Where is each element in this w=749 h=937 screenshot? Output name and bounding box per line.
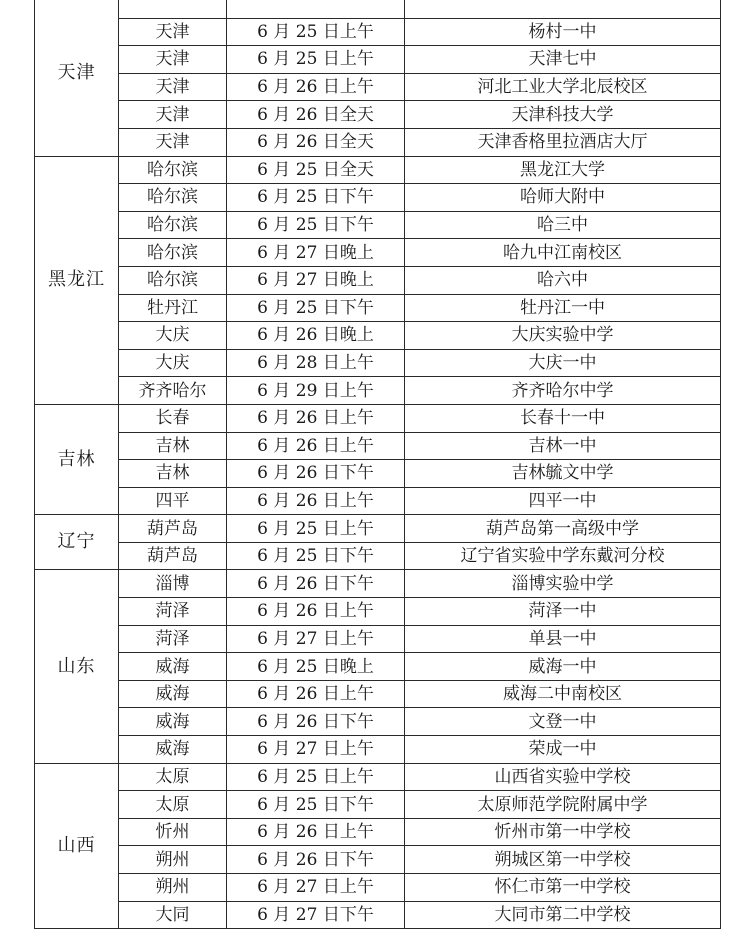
time-cell: 6 月 26 日上午 [227,404,405,432]
table-row [35,349,721,377]
table-row [35,432,721,460]
table-row [35,736,721,764]
schedule-table [34,0,721,929]
venue-cell: 威海二中南校区 [405,680,721,708]
table-row [35,515,721,543]
table-row [35,156,721,184]
city-cell: 太原 [119,763,227,791]
venue-cell: 哈师大附中 [405,184,721,212]
city-cell: 天津 [119,46,227,74]
venue-cell: 太原师范学院附属中学 [405,791,721,819]
city-cell: 天津 [119,101,227,129]
venue-cell [405,0,721,18]
table-row [35,846,721,874]
province-cell: 黑龙江 [35,156,119,404]
table-row [35,294,721,322]
table-row [35,570,721,598]
time-cell: 6 月 26 日下午 [227,708,405,736]
table-row [35,377,721,405]
city-cell: 朔州 [119,874,227,902]
time-cell: 6 月 25 日上午 [227,515,405,543]
city-cell: 大庆 [119,349,227,377]
venue-cell: 大庆实验中学 [405,322,721,350]
table-row [35,101,721,129]
venue-cell: 黑龙江大学 [405,156,721,184]
venue-cell: 忻州市第一中学校 [405,818,721,846]
city-cell: 齐齐哈尔 [119,377,227,405]
city-cell: 太原 [119,791,227,819]
province-cell: 山西 [35,763,119,929]
province-cell: 吉林 [35,404,119,514]
table-row [35,818,721,846]
city-cell: 忻州 [119,818,227,846]
city-cell: 哈尔滨 [119,266,227,294]
time-cell: 6 月 26 日下午 [227,570,405,598]
venue-cell: 文登一中 [405,708,721,736]
city-cell: 哈尔滨 [119,156,227,184]
venue-cell: 淄博实验中学 [405,570,721,598]
venue-cell: 四平一中 [405,487,721,515]
province-cell: 天津 [35,0,119,156]
venue-cell: 齐齐哈尔中学 [405,377,721,405]
time-cell: 6 月 26 日上午 [227,487,405,515]
city-cell: 威海 [119,736,227,764]
city-cell: 葫芦岛 [119,515,227,543]
table-row [35,404,721,432]
table-row [35,487,721,515]
province-cell: 辽宁 [35,515,119,570]
city-cell: 大庆 [119,322,227,350]
time-cell: 6 月 26 日全天 [227,101,405,129]
time-cell: 6 月 26 日晚上 [227,322,405,350]
time-cell: 6 月 27 日上午 [227,874,405,902]
venue-cell: 葫芦岛第一高级中学 [405,515,721,543]
time-cell: 6 月 26 日全天 [227,128,405,156]
time-cell: 6 月 28 日上午 [227,349,405,377]
table-row [35,598,721,626]
venue-cell: 吉林一中 [405,432,721,460]
venue-cell: 吉林毓文中学 [405,460,721,488]
table-row [35,460,721,488]
table-row [35,73,721,101]
time-cell: 6 月 27 日晚上 [227,239,405,267]
city-cell: 威海 [119,708,227,736]
time-cell [227,0,405,18]
venue-cell: 天津七中 [405,46,721,74]
province-cell: 山东 [35,570,119,763]
time-cell: 6 月 26 日上午 [227,73,405,101]
time-cell: 6 月 27 日上午 [227,625,405,653]
city-cell: 牡丹江 [119,294,227,322]
city-cell: 威海 [119,680,227,708]
table-row [35,184,721,212]
venue-cell: 天津科技大学 [405,101,721,129]
venue-cell: 河北工业大学北辰校区 [405,73,721,101]
city-cell: 葫芦岛 [119,542,227,570]
venue-cell: 哈三中 [405,211,721,239]
table-row [35,791,721,819]
table-row [35,874,721,902]
venue-cell: 单县一中 [405,625,721,653]
city-cell: 淄博 [119,570,227,598]
time-cell: 6 月 25 日下午 [227,294,405,322]
table-row [35,625,721,653]
table-row [35,0,721,18]
table-row [35,542,721,570]
time-cell: 6 月 25 日全天 [227,156,405,184]
venue-cell: 威海一中 [405,653,721,681]
table-row [35,680,721,708]
time-cell: 6 月 26 日上午 [227,818,405,846]
table-row [35,653,721,681]
venue-cell: 山西省实验中学校 [405,763,721,791]
time-cell: 6 月 26 日上午 [227,432,405,460]
time-cell: 6 月 26 日下午 [227,846,405,874]
venue-cell: 杨村一中 [405,18,721,46]
city-cell: 威海 [119,653,227,681]
table-row [35,239,721,267]
time-cell: 6 月 25 日下午 [227,791,405,819]
city-cell: 吉林 [119,432,227,460]
table-row [35,211,721,239]
table-row [35,266,721,294]
city-cell: 哈尔滨 [119,239,227,267]
venue-cell: 菏泽一中 [405,598,721,626]
city-cell: 天津 [119,128,227,156]
venue-cell: 哈六中 [405,266,721,294]
city-cell: 吉林 [119,460,227,488]
city-cell: 四平 [119,487,227,515]
time-cell: 6 月 25 日上午 [227,763,405,791]
venue-cell: 长春十一中 [405,404,721,432]
table-row [35,901,721,929]
time-cell: 6 月 27 日上午 [227,736,405,764]
venue-cell: 哈九中江南校区 [405,239,721,267]
city-cell: 天津 [119,18,227,46]
venue-cell: 大庆一中 [405,349,721,377]
venue-cell: 怀仁市第一中学校 [405,874,721,902]
city-cell: 菏泽 [119,598,227,626]
city-cell [119,0,227,18]
time-cell: 6 月 29 日上午 [227,377,405,405]
city-cell: 菏泽 [119,625,227,653]
table-row [35,763,721,791]
time-cell: 6 月 25 日上午 [227,18,405,46]
time-cell: 6 月 27 日晚上 [227,266,405,294]
schedule-table-body [35,0,721,929]
venue-cell: 天津香格里拉酒店大厅 [405,128,721,156]
table-row [35,322,721,350]
table-row [35,46,721,74]
time-cell: 6 月 25 日上午 [227,46,405,74]
table-row [35,128,721,156]
venue-cell: 朔城区第一中学校 [405,846,721,874]
time-cell: 6 月 25 日下午 [227,211,405,239]
city-cell: 长春 [119,404,227,432]
venue-cell: 辽宁省实验中学东戴河分校 [405,542,721,570]
city-cell: 大同 [119,901,227,929]
city-cell: 哈尔滨 [119,184,227,212]
table-row [35,18,721,46]
time-cell: 6 月 26 日上午 [227,598,405,626]
city-cell: 朔州 [119,846,227,874]
time-cell: 6 月 26 日下午 [227,460,405,488]
city-cell: 天津 [119,73,227,101]
time-cell: 6 月 25 日下午 [227,542,405,570]
venue-cell: 荣成一中 [405,736,721,764]
time-cell: 6 月 25 日晚上 [227,653,405,681]
table-row [35,708,721,736]
time-cell: 6 月 27 日下午 [227,901,405,929]
venue-cell: 牡丹江一中 [405,294,721,322]
city-cell: 哈尔滨 [119,211,227,239]
venue-cell: 大同市第二中学校 [405,901,721,929]
time-cell: 6 月 26 日上午 [227,680,405,708]
time-cell: 6 月 25 日下午 [227,184,405,212]
